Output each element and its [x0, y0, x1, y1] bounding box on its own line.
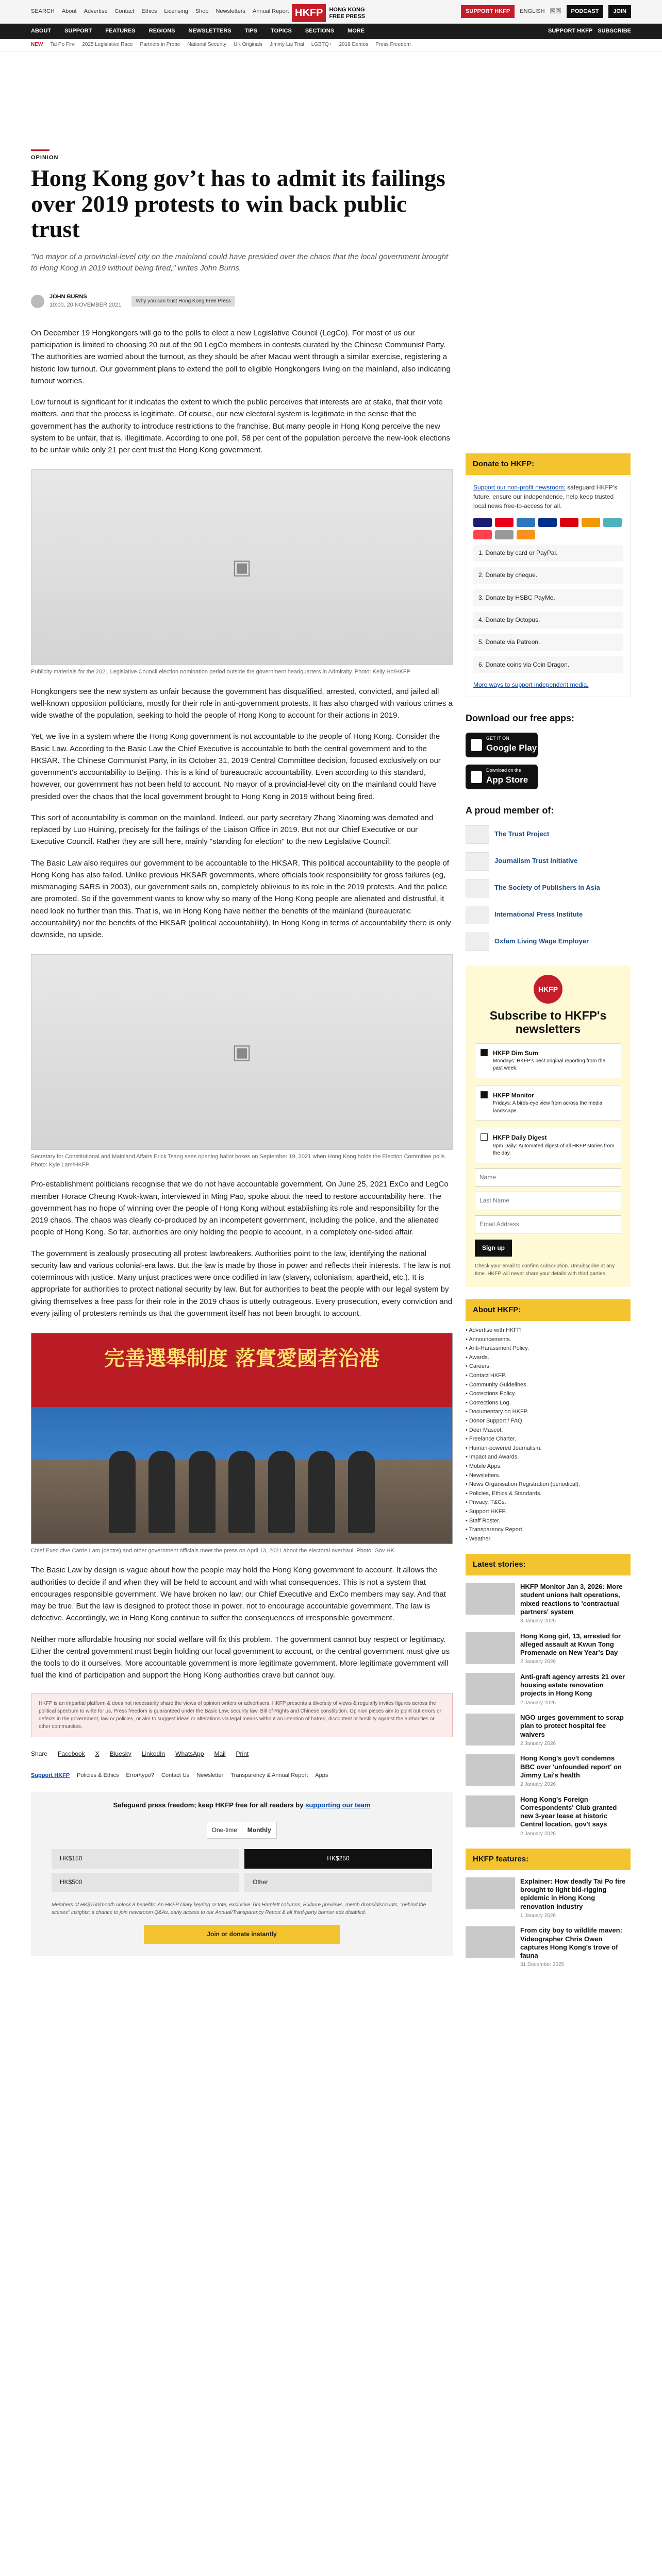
paragraph: Low turnout is significant for it indicates the extent to which the public perceives that interests are at stake, that their vote matters, and that the process is legitimate. Of course, our new electoral system is legitimate in the sense that the government has the authority to introduce restrictions to the franchise. But many people in Hong Kong perceive the new system to be unfair, that is, illegitimate. According to one poll, 58 per cent of the population perceive the new-look elections to be unfair while only 21 per cent trust the Hong Kong government.	[31, 398, 450, 455]
trending-item[interactable]: Partners in Probe	[140, 42, 180, 48]
trending-item[interactable]: 2019 Demos	[339, 42, 369, 48]
member-org-name: The Society of Publishers in Asia	[494, 884, 600, 892]
story-title[interactable]: HKFP Monitor Jan 3, 2026: More student unions halt operations, mixed reactions to 'contractual partners' system	[520, 1583, 623, 1616]
story-text	[520, 1583, 631, 1625]
member-org[interactable]	[466, 879, 631, 897]
latest-list	[466, 1583, 631, 1837]
story-text	[520, 1926, 631, 1969]
about-item[interactable]: • Corrections Policy.	[466, 1389, 631, 1399]
trending-item[interactable]: Press Freedom	[375, 42, 411, 48]
about-item[interactable]: • Weather.	[466, 1535, 631, 1544]
story-text	[520, 1632, 631, 1666]
support-hkfp-button[interactable]: SUPPORT HKFP	[461, 5, 515, 19]
apple-icon	[471, 771, 482, 783]
jti-logo	[466, 852, 489, 871]
amount-option[interactable]: HK$500	[52, 1873, 239, 1892]
lang-chinese-link[interactable]: 國際	[550, 8, 561, 14]
newsletter-desc: Fridays: A birds-eye view from across the media landscape.	[493, 1100, 603, 1114]
member-org[interactable]	[466, 825, 631, 844]
app-store-button[interactable]	[466, 765, 538, 789]
story-date: 3 January 2026	[520, 1618, 556, 1624]
member-org-name: Oxfam Living Wage Employer	[494, 937, 589, 945]
google-play-icon	[471, 739, 482, 751]
nav-features[interactable]: FEATURES	[105, 28, 136, 35]
toggle-one-time[interactable]: One-time	[211, 1826, 237, 1834]
newsletter-name: HKFP Dim Sum	[493, 1049, 538, 1057]
story-item[interactable]	[466, 1673, 631, 1706]
features-list	[466, 1877, 631, 1969]
share-facebook[interactable]: Facebook	[58, 1750, 85, 1757]
amount-option-selected[interactable]: HK$250	[244, 1849, 432, 1868]
body-section-a	[31, 327, 453, 456]
checkbox-checked[interactable]	[481, 1091, 488, 1098]
share-x[interactable]: X	[95, 1750, 100, 1757]
member-org-name: Journalism Trust Initiative	[494, 857, 578, 865]
newsletter-desc: Mondays: HKFP's best original reporting from the past week.	[493, 1058, 606, 1072]
patreon-icon	[473, 530, 492, 539]
ipi-logo	[466, 906, 489, 924]
newsletters-link[interactable]: Newsletters	[216, 8, 245, 14]
person	[228, 1451, 255, 1533]
newsletter-title: Subscribe to HKFP's newsletters	[489, 1008, 607, 1036]
podcast-button[interactable]: PODCAST	[567, 5, 604, 19]
donate-box	[466, 475, 631, 698]
newsletter-option-text	[493, 1049, 616, 1073]
story-text	[520, 1673, 631, 1706]
share-bluesky[interactable]: Bluesky	[109, 1750, 131, 1757]
person	[308, 1451, 335, 1533]
amount-option-other[interactable]: Other	[244, 1873, 432, 1892]
donation-heading-text: Safeguard press freedom; keep HKFP free for all readers by	[113, 1801, 304, 1809]
donate-option[interactable]: 1. Donate by card or PayPal.	[473, 545, 623, 562]
support-hkfp-link[interactable]: Support HKFP	[31, 1772, 70, 1779]
article-image-1	[31, 469, 453, 665]
nav-subscribe[interactable]: SUBSCRIBE	[598, 28, 631, 35]
donate-intro-link[interactable]: Support our non-profit newsroom:	[473, 483, 566, 491]
nav-more[interactable]: MORE	[347, 28, 365, 35]
about-item[interactable]: • Anti-Harassment Policy.	[466, 1344, 631, 1353]
name-input[interactable]: Name	[475, 1168, 621, 1187]
story-text	[520, 1754, 631, 1788]
story-item[interactable]	[466, 1754, 631, 1788]
member-benefits: Members of HK$150/month unlock 8 benefits: An HKFP Diary keyring or tote, exclusive Tim Hamlett columns, Bulbure previews, merch drops/discounts, "behind the scenes" insights; a chance to join newsroom Q&As, early access to our Annual/Transparency Report & all third-party banner ads disabled.	[52, 1902, 426, 1916]
newsletter-desc: 9pm Daily: Automated digest of all HKFP stories from the day.	[493, 1143, 615, 1157]
story-title[interactable]: Anti-graft agency arrests 21 over housing estate renovation projects in Hong Kong	[520, 1672, 625, 1698]
support-links	[31, 1772, 453, 1780]
paragraph: This sort of accountability is common on the mainland. Indeed, our party secretary Zhang Xiaoming was demoted and replaced by Luo Huining, precisely for the failings of the Liaison Office in 2019. But not our Chief Executive or our Executive Council. Rather they are still here, mainly "standing for election" to the new Legislative Council.	[31, 813, 434, 846]
share-linkedin[interactable]: LinkedIn	[141, 1750, 166, 1757]
about-item[interactable]: • Freelance Charter.	[466, 1435, 631, 1444]
support-link[interactable]: Contact Us	[161, 1772, 190, 1779]
story-thumbnail[interactable]	[466, 1583, 515, 1615]
main-nav	[0, 24, 662, 39]
story-date: 2 January 2026	[520, 1831, 556, 1837]
person	[148, 1451, 175, 1533]
about-item[interactable]: • Advertise with HKFP.	[466, 1326, 631, 1335]
story-date: 2 January 2026	[520, 1782, 556, 1788]
image-icon: ▣	[232, 556, 252, 579]
site-logo[interactable]	[292, 4, 365, 22]
donate-option[interactable]: 4. Donate by Octopus.	[473, 612, 623, 629]
about-item[interactable]: • Contact HKFP.	[466, 1371, 631, 1381]
logo-mark: HKFP	[292, 4, 326, 22]
newsletter-option-text	[493, 1133, 616, 1157]
about-item[interactable]: • Deer Mascot.	[466, 1426, 631, 1435]
trending-item[interactable]: LGBTQ+	[311, 42, 332, 48]
person	[268, 1451, 295, 1533]
about-item[interactable]: • Support HKFP.	[466, 1507, 631, 1517]
paragraph: On December 19 Hongkongers will go to the polls to elect a new Legislative Council (LegCo). For most of us our participation is limited to choosing 20 out of the 90 LegCo members in contests curated by the Chinese Communist Party. The authorities are worried about the turnout, as they should be after Macau went through a similar exercise, registering a historic low turnout. Our government plans to extend the poll to eligible Hongkongers living on the mainland, also indicating turnout worries.	[31, 328, 451, 385]
member-org[interactable]	[466, 852, 631, 871]
trending-item[interactable]: 2025 Legislative Race	[82, 42, 133, 48]
newsletter-option-text	[493, 1091, 616, 1115]
paragraph: Hongkongers see the new system as unfair because the government has disqualified, arrested, convicted, and jailed all well-known opposition politicians, mostly for their role in anti-government protests. It has also charged with various crimes a wide swathe of the population, seeking to hold the people of Hong Kong to account for their actions in 2019.	[31, 687, 453, 720]
mastercard-icon	[495, 518, 514, 527]
donation-widget	[31, 1792, 453, 1956]
article-photo-3	[31, 1333, 453, 1544]
advertise-link[interactable]: Advertise	[84, 8, 108, 14]
member-org[interactable]	[466, 933, 631, 951]
about-item[interactable]: • Announcements.	[466, 1335, 631, 1345]
sopa-logo	[466, 879, 489, 897]
latest-title: Latest stories:	[466, 1554, 631, 1575]
paragraph: Pro-establishment politicians recognise that we do not have accountable government. On June 25, 2021 ExCo and LegCo member Horace Cheung Kwok-kwan, interviewed in Ming Pao, spoke about the need to restore accountability here. The government has no hope of winning over the people of Hong Kong without establishing its role and responsibility for the 2019 chaos. The chaos was clearly co-produced by an incompetent government, including the police, and the alienated people of Hong Kong. So far, authorities are only holding the people to account, in a completely one-sided affair.	[31, 1180, 449, 1237]
about-item[interactable]: • Community Guidelines.	[466, 1381, 631, 1390]
story-item[interactable]	[466, 1714, 631, 1747]
newsletter-option[interactable]	[475, 1086, 621, 1121]
trending-item[interactable]: UK Originals	[233, 42, 263, 48]
app-store-small: Download on the	[486, 767, 521, 773]
opinion-disclaimer: HKFP is an impartial platform & does not necessarily share the views of opinion writers or advertisers. HKFP presents a diversity of views & regularly invites figures across the political spectrum to write for us. Press freedom is guaranteed under the Basic Law, security law, Bill of Rights and Chinese constitution. Opinion pieces aim to point out errors or defects in the government, law or policies, or aim to suggest ideas or alterations via legal means without an intention of hatred, discontent or hostility against the authorities or other communities.	[31, 1693, 453, 1737]
article-title: Hong Kong gov’t has to admit its failings over 2019 protests to win back public trust	[31, 164, 445, 243]
standfirst: "No mayor of a provincial-level city on the mainland could have presided over the chaos that the local government brought to Hong Kong in 2019 without being fired," writes John Burns.	[31, 252, 449, 273]
about-item[interactable]: • Documentary on HKFP.	[466, 1408, 631, 1417]
payment-logos	[473, 518, 623, 539]
about-item[interactable]: • Impact and Awards.	[466, 1453, 631, 1462]
trending-item[interactable]: Tai Po Fire	[50, 42, 75, 48]
contact-link[interactable]: Contact	[114, 8, 135, 14]
story-item[interactable]	[466, 1632, 631, 1666]
last-name-input[interactable]: Last Name	[475, 1192, 621, 1210]
story-thumbnail[interactable]	[466, 1754, 515, 1786]
newsletter-option[interactable]	[475, 1128, 621, 1163]
nav-tips[interactable]: TIPS	[244, 28, 258, 35]
about-list	[466, 1326, 631, 1544]
member-org-name: The Trust Project	[494, 830, 550, 838]
image-caption-2: Secretary for Constitutional and Mainland Affairs Erick Tsang sees opening ballot boxes on September 19, 2021 when Hong Kong holds the Election Committee polls. Photo: Kyle Lam/HKFP.	[31, 1154, 446, 1168]
story-title[interactable]: From city boy to wildlife maven: Videographer Chris Owen captures Hong Kong's trove of fauna	[520, 1926, 622, 1960]
story-date: 31 December 2025	[520, 1962, 565, 1968]
share-mail[interactable]: Mail	[214, 1750, 226, 1757]
story-thumbnail[interactable]	[466, 1877, 515, 1909]
story-date: 2 January 2026	[520, 1659, 556, 1665]
share-whatsapp[interactable]: WhatsApp	[175, 1750, 204, 1757]
trending-item[interactable]: National Security	[187, 42, 226, 48]
story-thumbnail[interactable]	[466, 1795, 515, 1827]
more-ways-link[interactable]: More ways to support independent media.	[473, 681, 589, 689]
author-name[interactable]: JOHN BURNS	[49, 293, 87, 300]
photo-banner-text: 完善選舉制度 落實愛國者治港	[104, 1347, 379, 1370]
nav-support-hkfp[interactable]: SUPPORT HKFP	[548, 28, 593, 35]
article-image-2	[31, 954, 453, 1150]
person	[189, 1451, 216, 1533]
features-title: HKFP features:	[466, 1849, 631, 1870]
app-store-big: App Store	[486, 774, 528, 785]
ethics-link[interactable]: Ethics	[141, 8, 157, 14]
about-item[interactable]: • Careers.	[466, 1362, 631, 1371]
top-utility-bar	[0, 0, 662, 24]
story-item[interactable]	[466, 1877, 631, 1920]
newsletter-note: Check your email to confirm subscription. Unsubscribe at any time. HKFP will never share your details with third parties.	[475, 1263, 615, 1277]
byline	[31, 293, 453, 310]
about-item[interactable]: • Privacy, T&Cs.	[466, 1498, 631, 1507]
image-caption-3: Chief Executive Carrie Lam (centre) and other government officials meet the press on April 13, 2021 about the electoral overhaul. Photo: Gov HK.	[31, 1548, 396, 1554]
person	[348, 1451, 375, 1533]
logo-line-2: FREE PRESS	[329, 13, 366, 20]
story-item[interactable]	[466, 1583, 631, 1625]
author-avatar	[31, 295, 44, 308]
paragraph: Neither more affordable housing nor social welfare will fix this problem. The government cannot buy respect or legitimacy. Either the central government must begin holding our local government to account, or the central government must give us the tools to do it ourselves. More accountable government is more legitimate government. More legitimate government will fuel the kind of participation and support the Hong Kong authorities crave but cannot buy.	[31, 1635, 450, 1680]
oxfam-logo	[466, 933, 489, 951]
nav-right	[548, 27, 631, 36]
member-title: A proud member of:	[466, 805, 554, 816]
donate-title: Donate to HKFP:	[466, 453, 631, 475]
annual-report-link[interactable]: Annual Report	[253, 8, 289, 14]
story-thumbnail[interactable]	[466, 1714, 515, 1745]
story-text	[520, 1795, 631, 1838]
member-org-name: International Press Institute	[494, 910, 583, 919]
section-label[interactable]: OPINION	[31, 155, 59, 161]
story-date: 2 January 2026	[520, 1700, 556, 1706]
donate-option[interactable]: 2. Donate by cheque.	[473, 567, 623, 584]
toggle-monthly[interactable]: Monthly	[242, 1822, 277, 1838]
publish-date: 10:00, 20 NOVEMBER 2021	[49, 301, 122, 308]
story-text	[520, 1877, 631, 1920]
article	[31, 149, 453, 1956]
donate-option[interactable]: 5. Donate via Patreon.	[473, 634, 623, 651]
about-item[interactable]: • Donor Support / FAQ.	[466, 1417, 631, 1426]
logo-text	[329, 7, 365, 19]
newsletter-name: HKFP Monitor	[493, 1091, 534, 1099]
licensing-link[interactable]: Licensing	[164, 8, 188, 14]
nav-newsletters[interactable]: NEWSLETTERS	[188, 28, 231, 35]
story-title[interactable]: NGO urges government to scrap plan to protect hospital fee waivers	[520, 1714, 624, 1738]
apps-title: Download our free apps:	[466, 713, 575, 724]
share-print[interactable]: Print	[236, 1750, 249, 1757]
payme-icon	[560, 518, 578, 527]
top-actions	[461, 5, 631, 19]
nav-support[interactable]: SUPPORT	[64, 28, 92, 35]
story-title[interactable]: Hong Kong's Foreign Correspondents' Club granted new 3-year lease at historic Central location, gov't says	[520, 1795, 617, 1828]
about-item[interactable]: • Transparency Report.	[466, 1526, 631, 1535]
signup-button[interactable]: Sign up	[475, 1240, 512, 1257]
image-icon: ▣	[232, 1041, 252, 1064]
fps-icon	[603, 518, 622, 527]
sidebar	[466, 453, 631, 1969]
story-title[interactable]: Hong Kong's gov't condemns BBC over 'unfounded report' on Jimmy Lai's health	[520, 1754, 622, 1779]
support-link[interactable]: Error/typo?	[126, 1772, 154, 1779]
hkfp-badge: HKFP	[534, 975, 562, 1004]
support-link[interactable]: Policies & Ethics	[77, 1772, 119, 1779]
newsletter-option[interactable]	[475, 1043, 621, 1078]
story-title[interactable]: Hong Kong girl, 13, arrested for alleged assault at Kwun Tong Promenade on New Year's Day	[520, 1632, 621, 1657]
search-link[interactable]: SEARCH	[31, 8, 55, 14]
trending-label: NEW	[31, 42, 43, 48]
donation-heading	[52, 1801, 432, 1810]
story-date: 2 January 2026	[520, 1740, 556, 1747]
member-org[interactable]	[466, 906, 631, 924]
nav-sections[interactable]: SECTIONS	[305, 28, 335, 35]
checkbox-checked[interactable]	[481, 1049, 488, 1056]
about-item[interactable]: • Staff Roster.	[466, 1517, 631, 1526]
about-item[interactable]: • Awards.	[466, 1353, 631, 1363]
join-donate-button[interactable]: Join or donate instantly	[144, 1925, 340, 1944]
about-link[interactable]: About	[61, 8, 77, 14]
amount-options	[52, 1849, 432, 1892]
about-item[interactable]: • Newsletters.	[466, 1471, 631, 1481]
paragraph: The Basic Law also requires our government to be accountable to the HKSAR. This political accountability to the people of Hong Kong has also failed. Unlike previous HKSAR governments, where officials took responsibility for gross failures (eg, mismanaging SARS in 2003), our government sails on, completely oblivious to its role in the 2019 protests. And the police are promoted. So if the government wants to know why so many of the Hong Kong people are alienated and distrustful, it need look no further than this. That is, we in Hong Kong have neither the benefits of the mainland (bureaucratic accountability) nor the benefits of the HKSAR (political accountability). In Hong Kong in terms of accountability there is only downside, no upside.	[31, 858, 451, 940]
shop-link[interactable]: Shop	[195, 8, 209, 14]
visa-icon	[473, 518, 492, 527]
support-link[interactable]: Newsletter	[196, 1772, 224, 1779]
about-item[interactable]: • Policies, Ethics & Standards.	[466, 1489, 631, 1499]
paragraph: The government is zealously prosecuting all protest lawbreakers. Authorities point to the law, identifying the national security law and various colonial-era laws. But the law is made by those in power and reflects their interests. The law is not coterminous with justice. Many unjust practices were once codified in law (slavery, colonialism, apartheid, etc.). It is appropriate for authorities to protect national security by law. But for authorities to beat the people with our legal system by giving themselves a free pass for their role in the 2019 chaos is utterly outrageous. Every prosecution, every conviction and every jailing of protesters reminds us that the government itself has not been brought to account.	[31, 1249, 453, 1318]
google-play-small: GET IT ON	[486, 735, 509, 741]
cheque-icon	[495, 530, 514, 539]
checkbox[interactable]	[481, 1133, 488, 1141]
email-input[interactable]: Email Address	[475, 1215, 621, 1233]
paragraph: Yet, we live in a system where the Hong Kong government is not accountable to the people of Hong Kong. Consider the Basic Law. According to the Basic Law the Chief Executive is accountable to both the central government and to the HKSAR. The Chinese Communist Party, in its October 31, 2019 Central Committee decision, focused exclusively on our government's accountability to Beijing. This is a kind of bureaucratic accountability. Even according to this standard, however, our government has not been held to account. No mayor of a provincial-level city on the mainland could have presided over the chaos that the local government brought to Hong Kong in 2019 without being fired.	[31, 732, 441, 801]
about-item[interactable]: • Mobile Apps.	[466, 1462, 631, 1471]
story-thumbnail[interactable]	[466, 1632, 515, 1664]
donate-intro	[473, 483, 623, 511]
story-thumbnail[interactable]	[466, 1926, 515, 1958]
frequency-toggle	[207, 1822, 277, 1839]
story-item[interactable]	[466, 1926, 631, 1969]
paragraph: The Basic Law by design is vague about how the people may hold the Hong Kong government to account. It allows the authorities to decide if and when they will be held to account and with what consequences. This is not a system that encourages responsible government. We have broken no law; our Chief Executive and ExCo members may say. And that may be true. But the law is designed to protect those in power, not to encourage accountable government. The law is defective. Accordingly, we in Hong Kong continue to suffer the consequences of irresponsible government.	[31, 1566, 446, 1623]
nav-about[interactable]: ABOUT	[31, 28, 52, 35]
nav-regions[interactable]: REGIONS	[148, 28, 175, 35]
paypal-icon	[538, 518, 557, 527]
trust-link[interactable]: Why you can trust Hong Kong Free Press	[131, 296, 235, 307]
logo-line-1: HONG KONG	[329, 7, 365, 13]
image-caption-1: Publicity materials for the 2021 Legislative Council election nomination period outside the government headquarters in Admiralty. Photo: Kelly Ho/HKFP.	[31, 669, 411, 675]
amount-option[interactable]: HK$150	[52, 1849, 239, 1868]
about-item[interactable]: • Human-powered Journalism.	[466, 1444, 631, 1453]
donation-heading-link[interactable]: supporting our team	[305, 1801, 371, 1809]
about-item[interactable]: • News Organisation Registration (periodical).	[466, 1480, 631, 1489]
donate-option[interactable]: 6. Donate coins via Coin Dragon.	[473, 656, 623, 673]
google-play-button[interactable]	[466, 733, 538, 757]
story-date: 1 January 2026	[520, 1912, 556, 1919]
trust-project-logo	[466, 825, 489, 844]
top-links	[31, 8, 289, 16]
support-link[interactable]: Transparency & Annual Report	[230, 1772, 308, 1779]
donate-intro-text: safeguard HKFP's future, ensure our independence, help keep trusted local news free-to-access for all.	[473, 483, 618, 510]
trending-item[interactable]: Jimmy Lai Trial	[270, 42, 304, 48]
nav-topics[interactable]: TOPICS	[271, 28, 292, 35]
story-title[interactable]: Explainer: How deadly Tai Po fire brought to light bid-rigging epidemic in Hong Kong renovation industry	[520, 1877, 626, 1910]
section-rule	[31, 149, 49, 151]
newsletter-name: HKFP Daily Digest	[493, 1134, 547, 1142]
share-label: Share	[31, 1750, 48, 1757]
about-item[interactable]: • Corrections Log.	[466, 1399, 631, 1408]
story-item[interactable]	[466, 1795, 631, 1838]
octopus-icon	[582, 518, 600, 527]
newsletter-box	[466, 965, 631, 1287]
google-play-big: Google Play	[486, 742, 537, 753]
photo-people	[109, 1451, 375, 1533]
story-thumbnail[interactable]	[466, 1673, 515, 1705]
trending-bar	[0, 39, 662, 52]
lang-english-link[interactable]: ENGLISH	[520, 8, 545, 14]
about-title: About HKFP:	[466, 1299, 631, 1321]
person	[109, 1451, 136, 1533]
share-links	[31, 1750, 453, 1758]
join-button[interactable]: JOIN	[608, 5, 631, 19]
story-text	[520, 1714, 631, 1747]
amex-icon	[517, 518, 535, 527]
donate-option[interactable]: 3. Donate by HSBC PayMe.	[473, 589, 623, 606]
byline-text	[49, 293, 121, 310]
crypto-icon	[517, 530, 535, 539]
support-link[interactable]: Apps	[315, 1772, 328, 1779]
